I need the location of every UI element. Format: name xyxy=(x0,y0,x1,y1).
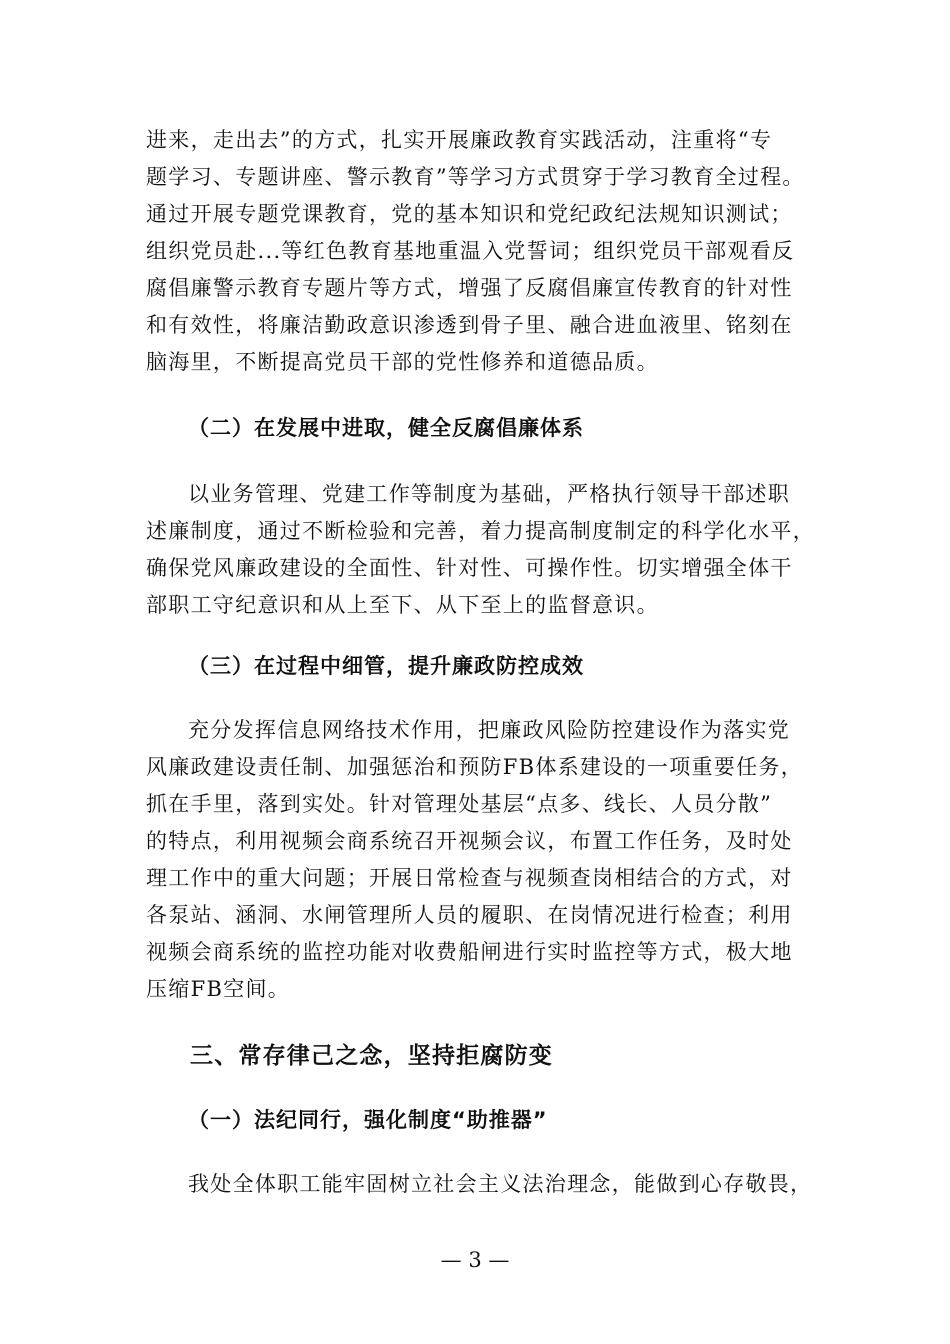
paragraph-3-line: 理工作中的重大问题；开展日常检查与视频查岗相结合的方式，对 xyxy=(146,866,793,890)
paragraph-3-line: 压缩FB空间。 xyxy=(146,977,291,1001)
paragraph-1-line: 脑海里，不断提高党员干部的党性修养和道德品质。 xyxy=(146,350,659,374)
paragraph-1-line: 组织党员赴...等红色教育基地重温入党誓词；组织党员干部观看反 xyxy=(146,239,795,263)
paragraph-1-line: 通过开展专题党课教育，党的基本知识和党纪政纪法规知识测试； xyxy=(146,202,793,226)
paragraph-4-line: 我处全体职工能牢固树立社会主义法治理念，能做到心存敬畏， xyxy=(188,1172,813,1196)
subheading-2: （二）在发展中进取，健全反腐倡廉体系 xyxy=(188,416,584,440)
paragraph-3-line: 视频会商系统的监控功能对收费船闸进行实时监控等方式，极大地 xyxy=(146,940,793,964)
paragraph-3-line: 风廉政建设责任制、加强惩治和预防FB体系建设的一项重要任务， xyxy=(146,755,803,779)
paragraph-2-line: 确保党风廉政建设的全面性、针对性、可操作性。切实增强全体干 xyxy=(146,556,793,580)
subheading-4: （一）法纪同行，强化制度“助推器” xyxy=(188,1108,548,1132)
section-heading: 三、常存律己之念，坚持拒腐防变 xyxy=(190,1043,553,1069)
paragraph-3-line: 抓在手里，落到实处。针对管理处基层“点多、线长、人员分散” xyxy=(146,792,773,816)
paragraph-1-line: 和有效性，将廉洁勤政意识渗透到骨子里、融合进血液里、铭刻在 xyxy=(146,313,793,337)
page-number: — 3 — xyxy=(440,1248,510,1272)
paragraph-1-line: 腐倡廉警示教育专题片等方式，增强了反腐倡廉宣传教育的针对性 xyxy=(146,276,793,300)
paragraph-2-line: 部职工守纪意识和从上至下、从下至上的监督意识。 xyxy=(146,593,659,617)
paragraph-2-line: 述廉制度，通过不断检验和完善，着力提高制度制定的科学化水平， xyxy=(146,519,815,543)
paragraph-3-line: 充分发挥信息网络技术作用，把廉政风险防控建设作为落实党 xyxy=(188,718,791,742)
paragraph-3-line: 各泵站、涵洞、水闸管理所人员的履职、在岗情况进行检查；利用 xyxy=(146,903,793,927)
paragraph-1-line: 进来，走出去”的方式，扎实开展廉政教育实践活动，注重将“专 xyxy=(146,128,773,152)
subheading-3: （三）在过程中细管，提升廉政防控成效 xyxy=(188,654,584,678)
paragraph-1-line: 题学习、专题讲座、警示教育”等学习方式贯穿于学习教育全过程。 xyxy=(146,165,805,189)
paragraph-2-line: 以业务管理、党建工作等制度为基础，严格执行领导干部述职 xyxy=(188,482,791,506)
paragraph-3-line: 的特点，利用视频会商系统召开视频会议，布置工作任务，及时处 xyxy=(146,829,793,853)
